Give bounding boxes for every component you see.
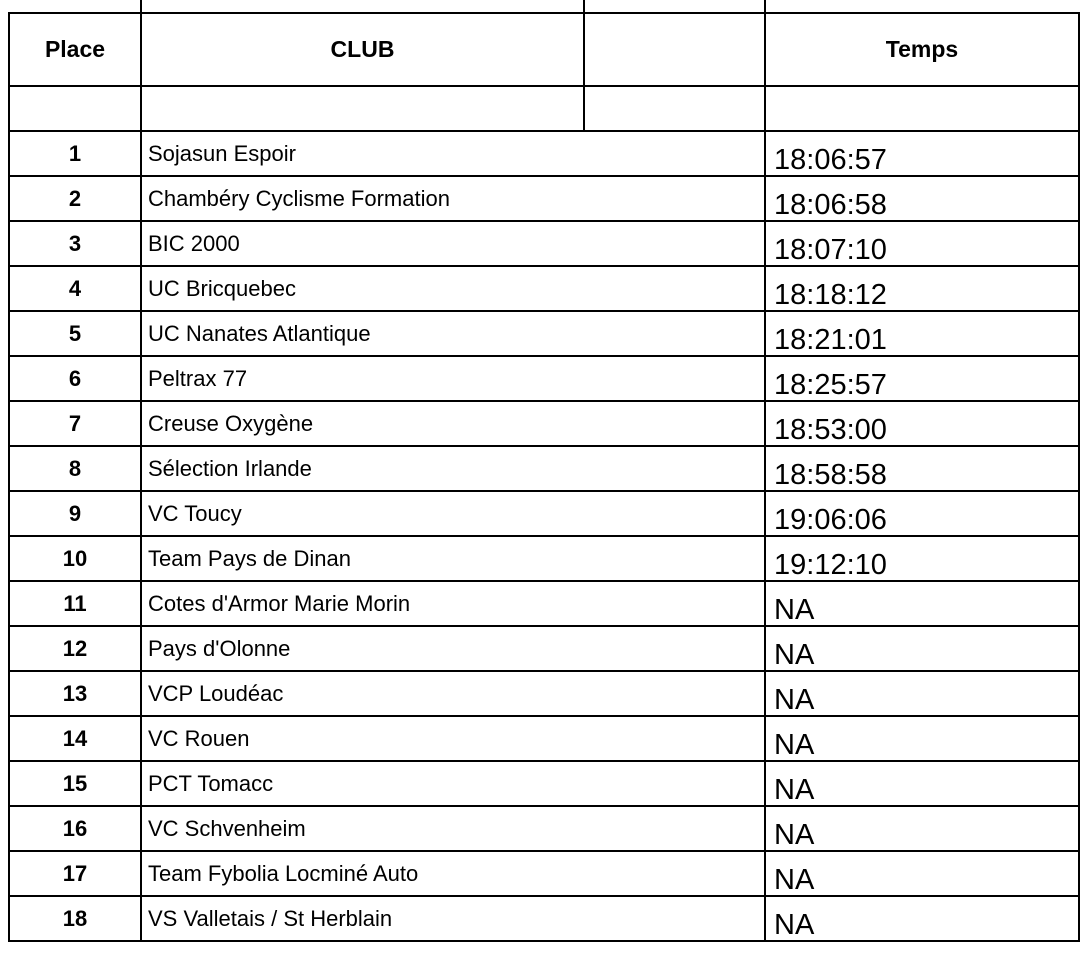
gap-cell [584, 536, 765, 581]
time-cell: NA [765, 806, 1079, 851]
table-row [9, 716, 1079, 761]
club-cell: Chambéry Cyclisme Formation [141, 176, 584, 221]
header-place: Place [9, 13, 141, 86]
place-cell: 15 [9, 761, 141, 806]
club-cell: Pays d'Olonne [141, 626, 584, 671]
club-cell: VS Valletais / St Herblain [141, 896, 584, 941]
time-cell: 18:06:57 [765, 131, 1079, 176]
table-row [9, 311, 1079, 356]
club-cell: PCT Tomacc [141, 761, 584, 806]
time-cell: NA [765, 671, 1079, 716]
gap-cell [584, 581, 765, 626]
club-cell: UC Nanates Atlantique [141, 311, 584, 356]
club-cell: VC Rouen [141, 716, 584, 761]
gap-cell [584, 401, 765, 446]
table-row [9, 176, 1079, 221]
header-time: Temps [765, 13, 1079, 86]
time-cell: NA [765, 716, 1079, 761]
place-cell: 10 [9, 536, 141, 581]
table-row [9, 131, 1079, 176]
club-cell: VC Schvenheim [141, 806, 584, 851]
gap-cell [584, 761, 765, 806]
table-row [9, 806, 1079, 851]
time-cell: 18:58:58 [765, 446, 1079, 491]
table-row [9, 221, 1079, 266]
table-row [9, 626, 1079, 671]
club-cell: Creuse Oxygène [141, 401, 584, 446]
header-empty [584, 13, 765, 86]
time-cell: 18:25:57 [765, 356, 1079, 401]
blank-cell [141, 86, 584, 131]
place-cell: 5 [9, 311, 141, 356]
time-cell: 18:21:01 [765, 311, 1079, 356]
time-cell: NA [765, 581, 1079, 626]
blank-cell [9, 86, 141, 131]
time-cell: 18:07:10 [765, 221, 1079, 266]
table-row [9, 581, 1079, 626]
time-cell: 19:12:10 [765, 536, 1079, 581]
club-cell: VCP Loudéac [141, 671, 584, 716]
club-cell: Sojasun Espoir [141, 131, 584, 176]
place-cell: 6 [9, 356, 141, 401]
table-row [9, 491, 1079, 536]
gap-cell [584, 896, 765, 941]
place-cell: 2 [9, 176, 141, 221]
table-row [9, 266, 1079, 311]
gap-cell [584, 311, 765, 356]
gap-cell [584, 266, 765, 311]
place-cell: 9 [9, 491, 141, 536]
results-table [8, 12, 1080, 942]
club-cell: Peltrax 77 [141, 356, 584, 401]
time-cell: 18:53:00 [765, 401, 1079, 446]
blank-row [9, 86, 1079, 131]
gap-cell [584, 356, 765, 401]
place-cell: 17 [9, 851, 141, 896]
table-row [9, 896, 1079, 941]
table-row [9, 671, 1079, 716]
place-cell: 11 [9, 581, 141, 626]
table-row [9, 536, 1079, 581]
blank-cell [584, 86, 765, 131]
table-row [9, 851, 1079, 896]
place-cell: 18 [9, 896, 141, 941]
table-row [9, 446, 1079, 491]
time-cell: 19:06:06 [765, 491, 1079, 536]
blank-cell [765, 86, 1079, 131]
club-cell: VC Toucy [141, 491, 584, 536]
place-cell: 3 [9, 221, 141, 266]
gap-cell [584, 716, 765, 761]
gap-cell [584, 446, 765, 491]
place-cell: 8 [9, 446, 141, 491]
place-cell: 4 [9, 266, 141, 311]
gap-cell [584, 176, 765, 221]
table-row [9, 401, 1079, 446]
time-cell: 18:18:12 [765, 266, 1079, 311]
place-cell: 14 [9, 716, 141, 761]
gap-cell [584, 221, 765, 266]
club-cell: Team Fybolia Locminé Auto [141, 851, 584, 896]
gap-cell [584, 131, 765, 176]
gap-cell [584, 671, 765, 716]
gap-cell [584, 806, 765, 851]
time-cell: NA [765, 851, 1079, 896]
club-cell: Team Pays de Dinan [141, 536, 584, 581]
place-cell: 13 [9, 671, 141, 716]
place-cell: 16 [9, 806, 141, 851]
header-club: CLUB [141, 13, 584, 86]
club-cell: Cotes d'Armor Marie Morin [141, 581, 584, 626]
table-row [9, 761, 1079, 806]
place-cell: 7 [9, 401, 141, 446]
club-cell: BIC 2000 [141, 221, 584, 266]
results-body [9, 86, 1079, 941]
gap-cell [584, 626, 765, 671]
header-row [9, 13, 1079, 86]
club-cell: Sélection Irlande [141, 446, 584, 491]
table-row [9, 356, 1079, 401]
place-cell: 12 [9, 626, 141, 671]
time-cell: NA [765, 761, 1079, 806]
time-cell: NA [765, 626, 1079, 671]
time-cell: NA [765, 896, 1079, 941]
gap-cell [584, 491, 765, 536]
time-cell: 18:06:58 [765, 176, 1079, 221]
place-cell: 1 [9, 131, 141, 176]
club-cell: UC Bricquebec [141, 266, 584, 311]
gap-cell [584, 851, 765, 896]
